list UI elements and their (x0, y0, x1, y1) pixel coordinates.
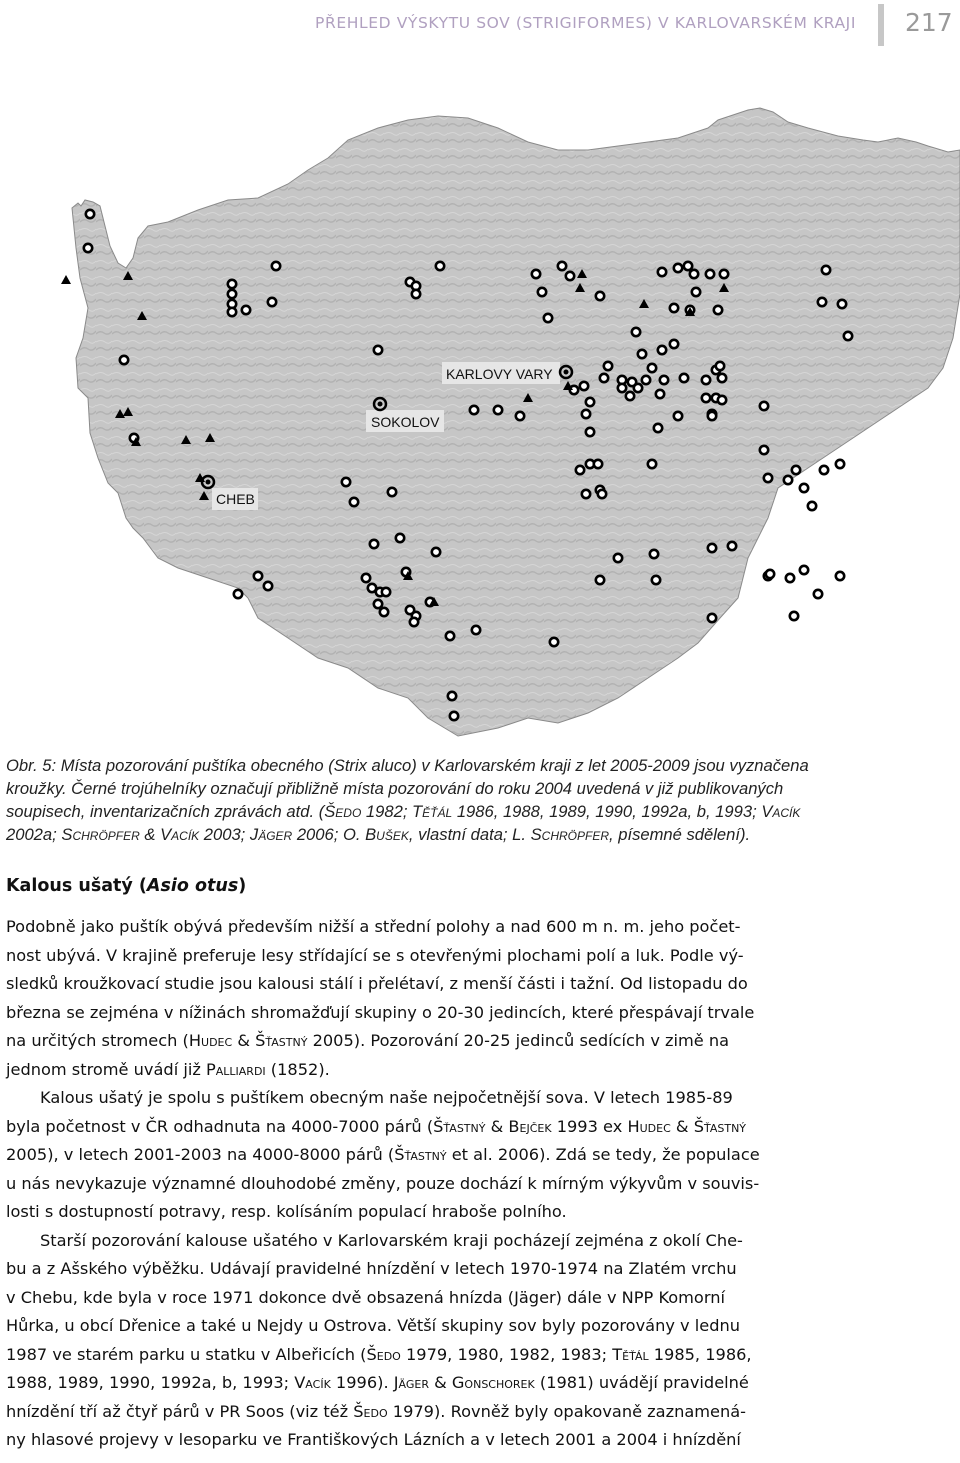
species-name: Asio otus (146, 876, 239, 896)
section-heading: Kalous ušatý (Asio otus) (6, 876, 247, 896)
observation-circle-icon (708, 614, 716, 622)
author-name: Bušek (365, 825, 409, 844)
observation-circle-icon (532, 270, 540, 278)
observation-circle-icon (234, 590, 242, 598)
page-number: 217 (905, 8, 953, 37)
observation-circle-icon (790, 612, 798, 620)
observation-circle-icon (652, 576, 660, 584)
author-name: Hudec (188, 1031, 233, 1050)
author-name: Šťastný (433, 1116, 486, 1136)
observation-circle-icon (242, 306, 250, 314)
observation-circle-icon (820, 466, 828, 474)
observation-circle-icon (650, 550, 658, 558)
header-divider (878, 4, 884, 46)
author-name: Bejček (508, 1116, 552, 1136)
observation-circle-icon (670, 340, 678, 348)
observation-circle-icon (450, 712, 458, 720)
observation-circle-icon (708, 412, 716, 420)
author-name: Šedo (366, 1344, 401, 1364)
observation-circle-icon (596, 576, 604, 584)
observation-circle-icon (660, 376, 668, 384)
observation-circle-icon (658, 268, 666, 276)
observation-circle-icon (760, 446, 768, 454)
body-text (6, 913, 886, 1455)
author-name: Vacík (160, 825, 200, 844)
observation-circle-icon (396, 534, 404, 542)
observation-circle-icon (516, 412, 524, 420)
author-name: Jäger (249, 825, 293, 844)
observation-circle-icon (634, 384, 642, 392)
observation-circle-icon (228, 308, 236, 316)
author-name: Těťál (612, 1344, 649, 1364)
observation-circle-icon (362, 574, 370, 582)
author-name: Těťál (412, 802, 453, 821)
observation-circle-icon (800, 484, 808, 492)
observation-circle-icon (342, 478, 350, 486)
observation-circle-icon (638, 350, 646, 358)
observation-circle-icon (784, 476, 792, 484)
observation-circle-icon (544, 314, 552, 322)
author-name: Schröpfer (61, 825, 140, 844)
author-name: Šedo (353, 1401, 388, 1421)
observation-circle-icon (728, 542, 736, 550)
observation-circle-icon (716, 362, 724, 370)
observation-circle-icon (792, 466, 800, 474)
paragraph: Starší pozorování kalouse ušatého v Karlovarském kraji pocházejí zejména z okolí Che- bu a z Ašského výběžku. Udávají pravidelné hnízdění v letech 1970-1974 na Zlatém vrchu v Chebu, kde byla v roce 1971 dokonce dvě obsazená hnízda (Jäger) dále v NPP Komorní Hůrka, u obcí Dřenice a také u Nejdy u Ostrova. Větší skupiny sov byly pozorovány v lednu 1987 ve starém parku u statku v Albeřicích (Šedo 1979, 1980, 1982, 1983; Těťál 1985, 1986, 1988, 1989, 1990, 1992a, b, 1993; Vacík 1996). Jäger & Gonschorek (1981) uvádějí pravidelné hnízdění tří až čtyř párů v PR Soos (viz též Šedo 1979). Rovněž byly opakovaně zaznamená- ny hlasové projevy v lesoparku ve Františkových Lázních a v letech 2001 a 2004 i hnízdění (6, 1230, 752, 1449)
author-name: Šedo (324, 802, 362, 821)
observation-circle-icon (720, 270, 728, 278)
observation-circle-icon (446, 632, 454, 640)
observation-circle-icon (412, 290, 420, 298)
author-name: Hudec (627, 1116, 671, 1136)
observation-circle-icon (684, 262, 692, 270)
observation-circle-icon (596, 292, 604, 300)
region-map (48, 98, 960, 740)
caption-line: Obr. 5: Místa pozorování puštíka obecného (Strix aluco) v Karlovarském kraji z let 2005-2009 jsou vyznačena (6, 756, 809, 775)
observation-circle-icon (228, 290, 236, 298)
observation-circle-icon (618, 384, 626, 392)
observation-circle-icon (538, 288, 546, 296)
observation-circle-icon (808, 502, 816, 510)
observation-circle-icon (586, 428, 594, 436)
observation-circle-icon (576, 466, 584, 474)
observation-circle-icon (264, 582, 272, 590)
observation-circle-icon (268, 298, 276, 306)
observation-circle-icon (382, 588, 390, 596)
observation-circle-icon (642, 376, 650, 384)
observation-circle-icon (604, 362, 612, 370)
region-outline (72, 108, 960, 736)
observation-circle-icon (822, 266, 830, 274)
observation-circle-icon (254, 572, 262, 580)
author-name: Palliardi (205, 1059, 266, 1079)
town-karlovy-vary (442, 362, 572, 384)
observation-circle-icon (690, 270, 698, 278)
observation-circle-icon (692, 288, 700, 296)
observation-circle-icon (718, 396, 726, 404)
observation-circle-icon (86, 210, 94, 218)
observation-circle-icon (702, 376, 710, 384)
observation-circle-icon (586, 398, 594, 406)
caption-line: soupisech, inventarizačních zprávách atd. (Šedo 1982; Těťál 1986, 1988, 1989, 1990, 1992a, b, 1993; Vacík (6, 802, 801, 821)
running-title: PŘEHLED VÝSKYTU SOV (STRIGIFORMES) V KARLOVARSKÉM KRAJI (315, 14, 856, 32)
observation-circle-icon (470, 406, 478, 414)
caption-line: kroužky. Černé trojúhelníky označují přibližně místa pozorování do roku 2004 uvedená v již publikovaných (6, 779, 784, 798)
observation-circle-icon (658, 346, 666, 354)
observation-circle-icon (702, 394, 710, 402)
observation-circle-icon (558, 262, 566, 270)
observation-circle-icon (680, 374, 688, 382)
observation-circle-icon (120, 356, 128, 364)
observation-circle-icon (594, 460, 602, 468)
author-name: Šťastný (693, 1116, 747, 1136)
paragraph: Kalous ušatý je spolu s puštíkem obecným naše nejpočetnější sova. V letech 1985-89 byla početnost v ČR odhadnuta na 4000-7000 párů (Šťastný & Bejček 1993 ex Hudec & Šťastný 2005), v letech 2001-2003 na 4000-8000 párů (Šťastný et al. 2006). Zdá se tedy, že populace u nás nevykazuje významné dlouhodobé změny, pouze dochází k mírným výkyvům v souvis- losti s dostupností potravy, resp. kolísáním populací hraboše polního. (6, 1088, 760, 1221)
observation-circle-icon (786, 574, 794, 582)
observation-circle-icon (582, 490, 590, 498)
observation-circle-icon (648, 364, 656, 372)
observation-circle-icon (84, 244, 92, 252)
observation-circle-icon (626, 392, 634, 400)
observation-circle-icon (706, 270, 714, 278)
observation-circle-icon (374, 346, 382, 354)
observation-circle-icon (648, 460, 656, 468)
observation-circle-icon (674, 412, 682, 420)
observation-circle-icon (674, 264, 682, 272)
observation-circle-icon (718, 374, 726, 382)
observation-circle-icon (374, 600, 382, 608)
author-name: Vacík (294, 1373, 331, 1392)
author-name: Šťastný (394, 1145, 447, 1164)
historic-triangle-icon (61, 275, 71, 284)
observation-circle-icon (836, 572, 844, 580)
author-name: Jäger (393, 1373, 429, 1392)
observation-circle-icon (764, 474, 772, 482)
observation-circle-icon (614, 554, 622, 562)
observation-circle-icon (800, 566, 808, 574)
observation-circle-icon (760, 402, 768, 410)
observation-circle-icon (566, 272, 574, 280)
label-cheb: CHEB (216, 491, 255, 507)
observation-circle-icon (550, 638, 558, 646)
observation-circle-icon (818, 298, 826, 306)
label-karlovy-vary: KARLOVY VARY (446, 366, 553, 382)
observation-circle-icon (228, 280, 236, 288)
observation-circle-icon (670, 304, 678, 312)
observation-circle-icon (582, 410, 590, 418)
caption-line: 2002a; Schröpfer & Vacík 2003; Jäger 2006; O. Bušek, vlastní data; L. Schröpfer, písemné sdělení). (6, 825, 751, 844)
label-sokolov: SOKOLOV (371, 414, 440, 430)
observation-circle-icon (836, 460, 844, 468)
observation-circle-icon (814, 590, 822, 598)
observation-circle-icon (448, 692, 456, 700)
observation-circle-icon (708, 544, 716, 552)
observation-circle-icon (472, 626, 480, 634)
observation-circle-icon (844, 332, 852, 340)
author-name: Schröpfer (530, 825, 610, 844)
observation-circle-icon (580, 382, 588, 390)
figure-caption (6, 754, 946, 846)
observation-circle-icon (388, 488, 396, 496)
observation-circle-icon (632, 328, 640, 336)
author-name: Vacík (761, 802, 801, 821)
observation-circle-icon (370, 540, 378, 548)
observation-circle-icon (714, 306, 722, 314)
observation-circle-icon (350, 498, 358, 506)
observation-circle-icon (436, 262, 444, 270)
observation-circle-icon (494, 406, 502, 414)
observation-circle-icon (656, 390, 664, 398)
paragraph: Podobně jako puštík obývá především nižší a střední polohy a nad 600 m n. m. jeho počet- nost ubývá. V krajině preferuje lesy střídající se s otevřenými plochami polí a luk. Podle vý- sledků kroužkovací studie jsou kalousi stálí i přelétaví, z menší části i tažní. Od listopadu do března se zejména v nížinách shromažďují skupiny o 20-30 jedincích, které přespávají trvale na určitých stromech (Hudec & Šťastný 2005). Pozorování 20-25 jedinců sedících v zimě na jednom stromě uvádí již Palliardi (1852). (6, 917, 755, 1079)
author-name: Šťastný (255, 1031, 308, 1050)
observation-circle-icon (410, 618, 418, 626)
observation-circle-icon (838, 300, 846, 308)
observation-circle-icon (600, 374, 608, 382)
author-name: Gonschorek (451, 1373, 535, 1392)
observation-circle-icon (654, 424, 662, 432)
observation-circle-icon (380, 608, 388, 616)
page-header (0, 0, 960, 60)
observation-circle-icon (432, 548, 440, 556)
observation-circle-icon (598, 490, 606, 498)
observation-circle-icon (766, 570, 774, 578)
observation-circle-icon (272, 262, 280, 270)
